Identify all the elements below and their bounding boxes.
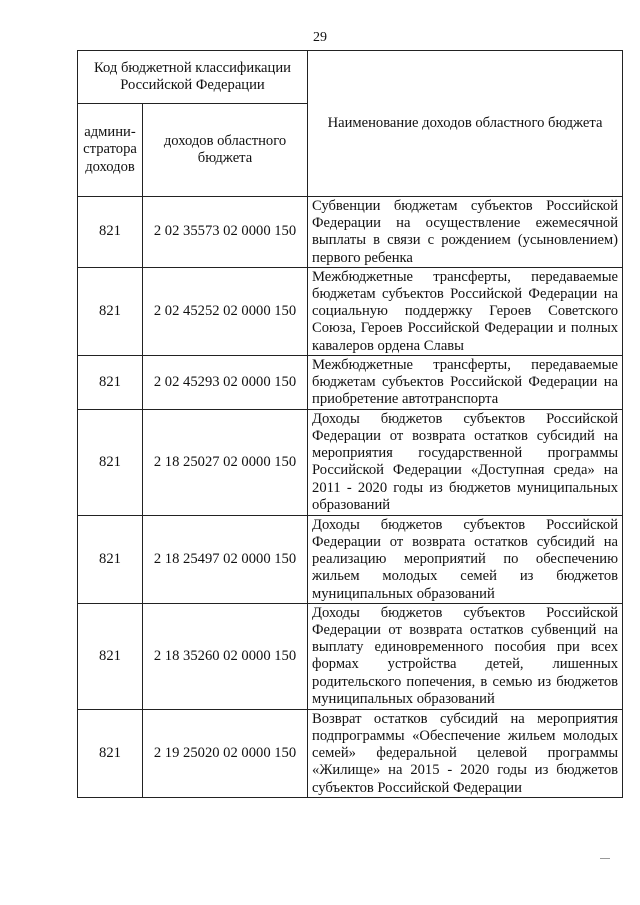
income-code-cell: 2 02 45252 02 0000 150 bbox=[143, 267, 308, 355]
income-description-cell: Доходы бюджетов субъектов Российской Федерации от возврата остатков субсидий на мероприятия государственной программы Российской Федерации «Доступная среда» на 2011 - 2020 годы из бюджетов муниципальных образований bbox=[308, 409, 623, 515]
income-description-cell: Субвенции бюджетам субъектов Российской Федерации на осуществление ежемесячной выплаты в связи с рождением (усыновлением) первого ребенка bbox=[308, 197, 623, 268]
table-row bbox=[78, 355, 623, 409]
table-row bbox=[78, 197, 623, 268]
table-row bbox=[78, 267, 623, 355]
administrator-code-cell: 821 bbox=[78, 603, 143, 709]
table-row bbox=[78, 409, 623, 515]
income-description-cell: Возврат остатков субсидий на мероприятия подпрограммы «Обеспечение жильем молодых семей» федеральной целевой программы «Жилище» на 2015 - 2020 годы из бюджетов субъектов Российской Федерации bbox=[308, 709, 623, 797]
table-body bbox=[78, 197, 623, 798]
income-description-cell: Межбюджетные трансферты, передаваемые бюджетам субъектов Российской Федерации на социальную поддержку Героев Советского Союза, Героев Российской Федерации и полных кавалеров ордена Славы bbox=[308, 267, 623, 355]
income-code-cell: 2 19 25020 02 0000 150 bbox=[143, 709, 308, 797]
income-code-header: доходов областного бюджета bbox=[143, 104, 308, 197]
budget-classification-code-header: Код бюджетной классификации Российской Федерации bbox=[78, 51, 308, 104]
table-row bbox=[78, 603, 623, 709]
income-description-cell: Доходы бюджетов субъектов Российской Федерации от возврата остатков субсидий на реализацию мероприятий по обеспечению жильем молодых семей из бюджетов муниципальных образований bbox=[308, 515, 623, 603]
table-row bbox=[78, 709, 623, 797]
table-row bbox=[78, 515, 623, 603]
administrator-header: админи-стратора доходов bbox=[78, 104, 143, 197]
table-header bbox=[78, 51, 623, 197]
income-code-cell: 2 18 25497 02 0000 150 bbox=[143, 515, 308, 603]
administrator-code-cell: 821 bbox=[78, 267, 143, 355]
administrator-code-cell: 821 bbox=[78, 197, 143, 268]
scan-mark bbox=[600, 858, 610, 859]
income-description-cell: Доходы бюджетов субъектов Российской Федерации от возврата остатков субвенций на выплату единовременного пособия при всех формах устройства детей, лишенных родительского попечения, в семью из бюджетов муниципальных образований bbox=[308, 603, 623, 709]
administrator-code-cell: 821 bbox=[78, 515, 143, 603]
income-code-cell: 2 18 35260 02 0000 150 bbox=[143, 603, 308, 709]
administrator-code-cell: 821 bbox=[78, 409, 143, 515]
income-description-cell: Межбюджетные трансферты, передаваемые бюджетам субъектов Российской Федерации на приобретение автотранспорта bbox=[308, 355, 623, 409]
page-number: 29 bbox=[313, 30, 327, 45]
income-code-cell: 2 02 35573 02 0000 150 bbox=[143, 197, 308, 268]
income-name-header: Наименование доходов областного бюджета bbox=[308, 51, 623, 197]
income-code-cell: 2 18 25027 02 0000 150 bbox=[143, 409, 308, 515]
administrator-code-cell: 821 bbox=[78, 709, 143, 797]
header-row-group bbox=[78, 51, 623, 104]
budget-income-table bbox=[77, 50, 623, 798]
administrator-code-cell: 821 bbox=[78, 355, 143, 409]
income-code-cell: 2 02 45293 02 0000 150 bbox=[143, 355, 308, 409]
